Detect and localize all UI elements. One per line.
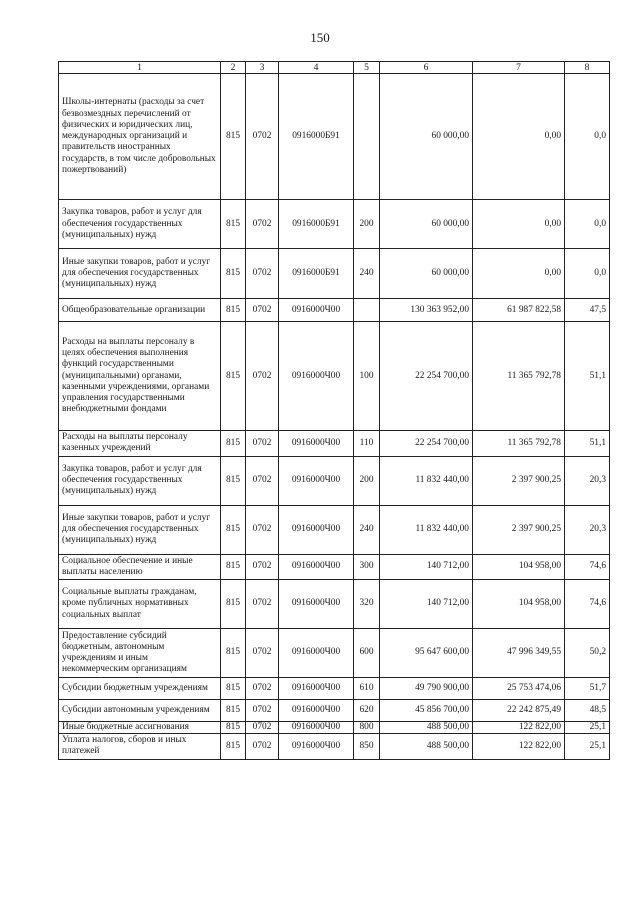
table-row: [59, 554, 610, 579]
table-row: [59, 678, 610, 700]
row-target: 0916000Ч00: [279, 734, 354, 759]
row-name: Общеобразовательные организации: [59, 299, 221, 322]
row-grbs: 815: [221, 722, 246, 734]
row-plan: 60 000,00: [380, 200, 473, 249]
row-fact: 22 242 875,49: [473, 700, 565, 722]
row-fact: 0,00: [473, 249, 565, 299]
row-name: Закупка товаров, работ и услуг для обеспечения государственных (муниципальных) нужд: [59, 456, 221, 505]
row-plan: 11 832 440,00: [380, 505, 473, 554]
row-percent: 0,0: [565, 200, 610, 249]
row-section: 0702: [246, 74, 279, 200]
row-vr: 800: [354, 722, 380, 734]
row-vr: 110: [354, 431, 380, 456]
table-row: [59, 431, 610, 456]
row-plan: 60 000,00: [380, 74, 473, 200]
table-row: [59, 734, 610, 759]
row-percent: 48,5: [565, 700, 610, 722]
row-name: Иные закупки товаров, работ и услуг для обеспечения государственных (муниципальных) нужд: [59, 249, 221, 299]
table-row: [59, 249, 610, 299]
row-section: 0702: [246, 722, 279, 734]
row-fact: 104 958,00: [473, 580, 565, 629]
row-percent: 50,2: [565, 629, 610, 678]
row-name: Субсидии автономным учреждениям: [59, 700, 221, 722]
row-section: 0702: [246, 456, 279, 505]
row-target: 0916000Ч00: [279, 299, 354, 322]
row-vr: 620: [354, 700, 380, 722]
row-section: 0702: [246, 200, 279, 249]
row-percent: 51,7: [565, 678, 610, 700]
row-plan: 140 712,00: [380, 554, 473, 579]
row-fact: 2 397 900,25: [473, 505, 565, 554]
row-percent: 20,3: [565, 505, 610, 554]
row-grbs: 815: [221, 249, 246, 299]
row-target: 0916000Б91: [279, 74, 354, 200]
row-plan: 60 000,00: [380, 249, 473, 299]
table-row: [59, 700, 610, 722]
table-row: [59, 580, 610, 629]
row-vr: 100: [354, 322, 380, 431]
column-header: 6: [380, 62, 473, 74]
row-grbs: 815: [221, 431, 246, 456]
column-header: 2: [221, 62, 246, 74]
row-target: 0916000Ч00: [279, 505, 354, 554]
row-plan: 22 254 700,00: [380, 431, 473, 456]
column-header: 5: [354, 62, 380, 74]
row-percent: 25,1: [565, 722, 610, 734]
table-row: [59, 722, 610, 734]
table-row: [59, 505, 610, 554]
row-grbs: 815: [221, 322, 246, 431]
row-section: 0702: [246, 249, 279, 299]
row-name: Расходы на выплаты персоналу казенных учреждений: [59, 431, 221, 456]
row-plan: 95 647 600,00: [380, 629, 473, 678]
row-name: Закупка товаров, работ и услуг для обеспечения государственных (муниципальных) нужд: [59, 200, 221, 249]
row-grbs: 815: [221, 734, 246, 759]
row-fact: 122 822,00: [473, 734, 565, 759]
row-section: 0702: [246, 629, 279, 678]
row-name: Предоставление субсидий бюджетным, автономным учреждениям и иным некоммерческим организациям: [59, 629, 221, 678]
row-fact: 11 365 792,78: [473, 431, 565, 456]
row-percent: 25,1: [565, 734, 610, 759]
row-name: Школы-интернаты (расходы за счет безвозмездных перечислений от физических и юридических лиц, международных организаций и правительств иностранных государств, в том числе добровольных пожертвований): [59, 74, 221, 200]
row-percent: 0,0: [565, 74, 610, 200]
row-fact: 47 996 349,55: [473, 629, 565, 678]
row-grbs: 815: [221, 700, 246, 722]
row-vr: 200: [354, 456, 380, 505]
row-fact: 122 822,00: [473, 722, 565, 734]
row-target: 0916000Б91: [279, 200, 354, 249]
table-row: [59, 200, 610, 249]
row-vr: 200: [354, 200, 380, 249]
row-target: 0916000Ч00: [279, 554, 354, 579]
row-section: 0702: [246, 322, 279, 431]
table-row: [59, 456, 610, 505]
row-vr: 240: [354, 249, 380, 299]
row-grbs: 815: [221, 456, 246, 505]
row-target: 0916000Ч00: [279, 629, 354, 678]
row-vr: 320: [354, 580, 380, 629]
row-percent: 20,3: [565, 456, 610, 505]
row-percent: 51,1: [565, 431, 610, 456]
row-name: Иные закупки товаров, работ и услуг для обеспечения государственных (муниципальных) нужд: [59, 505, 221, 554]
row-fact: 25 753 474,06: [473, 678, 565, 700]
row-name: Социальное обеспечение и иные выплаты населению: [59, 554, 221, 579]
row-plan: 130 363 952,00: [380, 299, 473, 322]
column-header: 1: [59, 62, 221, 74]
row-target: 0916000Ч00: [279, 700, 354, 722]
row-grbs: 815: [221, 505, 246, 554]
row-name: Иные бюджетные ассигнования: [59, 722, 221, 734]
row-section: 0702: [246, 700, 279, 722]
row-percent: 51,1: [565, 322, 610, 431]
row-name: Субсидии бюджетным учреждениям: [59, 678, 221, 700]
row-section: 0702: [246, 734, 279, 759]
page-number: 150: [310, 30, 330, 45]
row-section: 0702: [246, 299, 279, 322]
table-row: [59, 629, 610, 678]
column-header: 8: [565, 62, 610, 74]
row-percent: 74,6: [565, 580, 610, 629]
row-vr: 300: [354, 554, 380, 579]
row-fact: 0,00: [473, 200, 565, 249]
row-plan: 488 500,00: [380, 734, 473, 759]
row-fact: 104 958,00: [473, 554, 565, 579]
row-percent: 74,6: [565, 554, 610, 579]
row-target: 0916000Б91: [279, 249, 354, 299]
column-header: 3: [246, 62, 279, 74]
row-name: Расходы на выплаты персоналу в целях обеспечения выполнения функций государственными (муниципальными) органами, казенными учреждениями, органами управления государственными внебюджетными фондами: [59, 322, 221, 431]
row-grbs: 815: [221, 554, 246, 579]
row-plan: 45 856 700,00: [380, 700, 473, 722]
row-vr: [354, 74, 380, 200]
row-section: 0702: [246, 431, 279, 456]
table-row: [59, 299, 610, 322]
row-target: 0916000Ч00: [279, 456, 354, 505]
row-target: 0916000Ч00: [279, 322, 354, 431]
row-percent: 0,0: [565, 249, 610, 299]
row-target: 0916000Ч00: [279, 431, 354, 456]
column-header: 4: [279, 62, 354, 74]
row-grbs: 815: [221, 299, 246, 322]
row-name: Уплата налогов, сборов и иных платежей: [59, 734, 221, 759]
budget-table: [58, 61, 610, 760]
row-target: 0916000Ч00: [279, 678, 354, 700]
row-target: 0916000Ч00: [279, 722, 354, 734]
row-percent: 47,5: [565, 299, 610, 322]
row-grbs: 815: [221, 629, 246, 678]
row-fact: 2 397 900,25: [473, 456, 565, 505]
row-section: 0702: [246, 505, 279, 554]
table-row: [59, 74, 610, 200]
column-number-header: [59, 62, 610, 74]
row-plan: 488 500,00: [380, 722, 473, 734]
row-plan: 49 790 900,00: [380, 678, 473, 700]
row-plan: 140 712,00: [380, 580, 473, 629]
row-vr: 850: [354, 734, 380, 759]
row-vr: 610: [354, 678, 380, 700]
row-vr: 600: [354, 629, 380, 678]
row-grbs: 815: [221, 580, 246, 629]
row-name: Социальные выплаты гражданам, кроме публичных нормативных социальных выплат: [59, 580, 221, 629]
row-fact: 0,00: [473, 74, 565, 200]
table-row: [59, 322, 610, 431]
row-vr: 240: [354, 505, 380, 554]
row-grbs: 815: [221, 200, 246, 249]
row-vr: [354, 299, 380, 322]
row-plan: 11 832 440,00: [380, 456, 473, 505]
row-plan: 22 254 700,00: [380, 322, 473, 431]
column-header: 7: [473, 62, 565, 74]
row-fact: 11 365 792,78: [473, 322, 565, 431]
row-grbs: 815: [221, 678, 246, 700]
row-fact: 61 987 822,58: [473, 299, 565, 322]
row-section: 0702: [246, 580, 279, 629]
row-section: 0702: [246, 554, 279, 579]
row-grbs: 815: [221, 74, 246, 200]
row-target: 0916000Ч00: [279, 580, 354, 629]
row-section: 0702: [246, 678, 279, 700]
